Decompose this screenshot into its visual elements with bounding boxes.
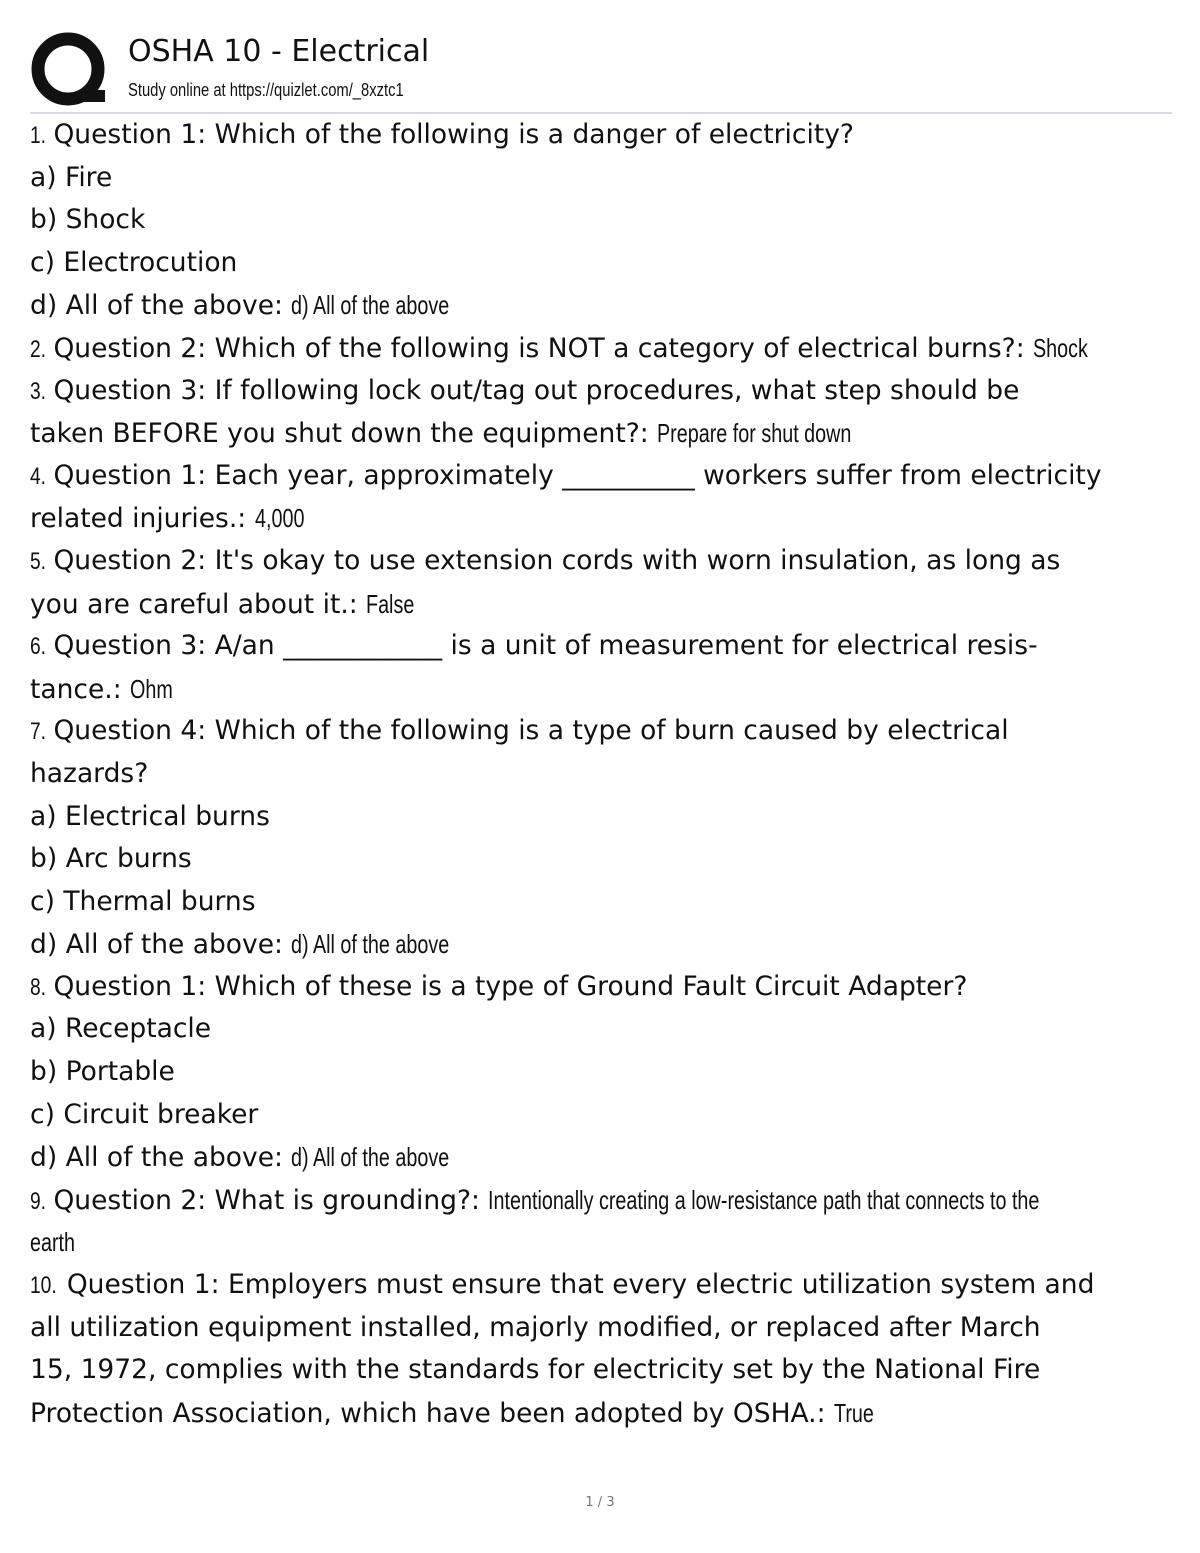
question-text: 15, 1972, complies with the standards for electricity set by the National Fire (30, 1354, 1041, 1386)
question-item (30, 327, 1172, 370)
question-text: related injuries.: (30, 503, 247, 535)
question-text: d) All of the above: (30, 1142, 283, 1174)
question-text: b) Arc burns (30, 843, 192, 875)
question-number: 3. (30, 377, 47, 405)
question-line (30, 710, 1172, 753)
question-line (30, 753, 1172, 796)
question-item (30, 1264, 1172, 1434)
question-text: Protection Association, which have been adopted by OSHA.: (30, 1397, 826, 1429)
answer-text: Prepare for shut down (657, 418, 852, 449)
question-text: Question 2: Which of the following is NOT a category of electrical burns?: (53, 332, 1025, 364)
question-text: Question 3: If following lock out/tag out procedures, what step should be (53, 374, 1020, 406)
question-line (30, 1349, 1172, 1392)
question-line (30, 327, 1172, 370)
question-line (30, 199, 1172, 242)
question-line (30, 1094, 1172, 1137)
question-line (30, 497, 1172, 540)
question-line (30, 412, 1172, 455)
question-item (30, 370, 1172, 455)
question-text: Question 1: Each year, approximately __________ workers suffer from electricity (53, 459, 1102, 491)
answer-text: False (366, 588, 415, 619)
question-text: d) All of the above: (30, 929, 283, 961)
study-online-link[interactable]: Study online at https://quizlet.com/_8xztc1 (128, 80, 404, 100)
question-line (30, 583, 1172, 626)
question-item (30, 1179, 1172, 1264)
question-line (30, 966, 1172, 1009)
question-text: b) Shock (30, 204, 146, 236)
question-line (30, 923, 1172, 966)
question-item (30, 540, 1172, 625)
question-line (30, 1051, 1172, 1094)
answer-text: d) All of the above (291, 929, 450, 960)
question-number: 10. (30, 1272, 57, 1300)
question-number: 6. (30, 633, 47, 661)
question-line (30, 1392, 1172, 1435)
question-text: taken BEFORE you shut down the equipment?: (30, 418, 649, 450)
question-item (30, 455, 1172, 540)
question-text: d) All of the above: (30, 290, 283, 322)
answer-text: Shock (1033, 332, 1089, 363)
question-text: tance.: (30, 673, 122, 705)
question-line (30, 242, 1172, 285)
question-number: 4. (30, 462, 47, 490)
question-text: Question 2: It's okay to use extension cords with worn insulation, as long as (53, 544, 1061, 576)
question-line (30, 625, 1172, 668)
answer-text: Ohm (130, 673, 173, 704)
question-number: 2. (30, 335, 47, 363)
answer-text: True (833, 1397, 874, 1428)
question-line (30, 284, 1172, 327)
question-text: Question 1: Which of these is a type of Ground Fault Circuit Adapter? (53, 970, 968, 1002)
question-number: 1. (30, 122, 47, 149)
answer-text: d) All of the above (291, 1142, 450, 1173)
question-number: 8. (30, 973, 47, 1001)
answer-text: d) All of the above (291, 290, 450, 321)
question-text: Question 4: Which of the following is a type of burn caused by electrical (53, 715, 1009, 747)
question-line (30, 838, 1172, 881)
question-line (30, 1221, 1172, 1264)
quizlet-q-logo-icon (30, 30, 110, 110)
question-line (30, 668, 1172, 711)
question-item (30, 114, 1172, 327)
question-number: 5. (30, 547, 47, 575)
question-text: Question 3: A/an ____________ is a unit of measurement for electrical resis- (53, 630, 1038, 662)
question-text: hazards? (30, 757, 149, 789)
document-title: OSHA 10 - Electrical (128, 34, 430, 69)
question-text: c) Circuit breaker (30, 1098, 259, 1130)
question-text: a) Fire (30, 161, 113, 193)
question-line (30, 455, 1172, 498)
question-line (30, 881, 1172, 924)
question-line (30, 1136, 1172, 1179)
question-line (30, 540, 1172, 583)
question-text: a) Electrical burns (30, 800, 270, 832)
answer-text: Intentionally creating a low-resistance path that connects to the (488, 1184, 1040, 1215)
question-item (30, 966, 1172, 1179)
question-line (30, 1264, 1172, 1307)
question-text: Question 1: Employers must ensure that every electric utilization system and (66, 1269, 1095, 1301)
page-indicator: 1 / 3 (585, 1495, 615, 1510)
question-line (30, 114, 1172, 157)
answer-text: 4,000 (254, 503, 305, 534)
answer-text: earth (30, 1227, 76, 1258)
question-text: you are careful about it.: (30, 588, 358, 620)
question-text: b) Portable (30, 1056, 175, 1088)
question-item (30, 710, 1172, 966)
question-line (30, 1179, 1172, 1222)
question-text: all utilization equipment installed, majorly modified, or replaced after March (30, 1311, 1041, 1343)
question-line (30, 1307, 1172, 1350)
question-number: 7. (30, 718, 47, 746)
question-text: Question 1: Which of the following is a danger of electricity? (53, 119, 854, 150)
question-text: c) Electrocution (30, 246, 238, 278)
question-list (30, 114, 1172, 1434)
question-text: c) Thermal burns (30, 885, 256, 917)
question-number: 9. (30, 1187, 47, 1215)
document-header (30, 28, 1172, 112)
question-line (30, 157, 1172, 200)
question-text: a) Receptacle (30, 1013, 212, 1045)
question-line (30, 370, 1172, 413)
question-item (30, 625, 1172, 710)
question-line (30, 796, 1172, 839)
question-line (30, 1008, 1172, 1051)
question-text: Question 2: What is grounding?: (53, 1184, 480, 1216)
